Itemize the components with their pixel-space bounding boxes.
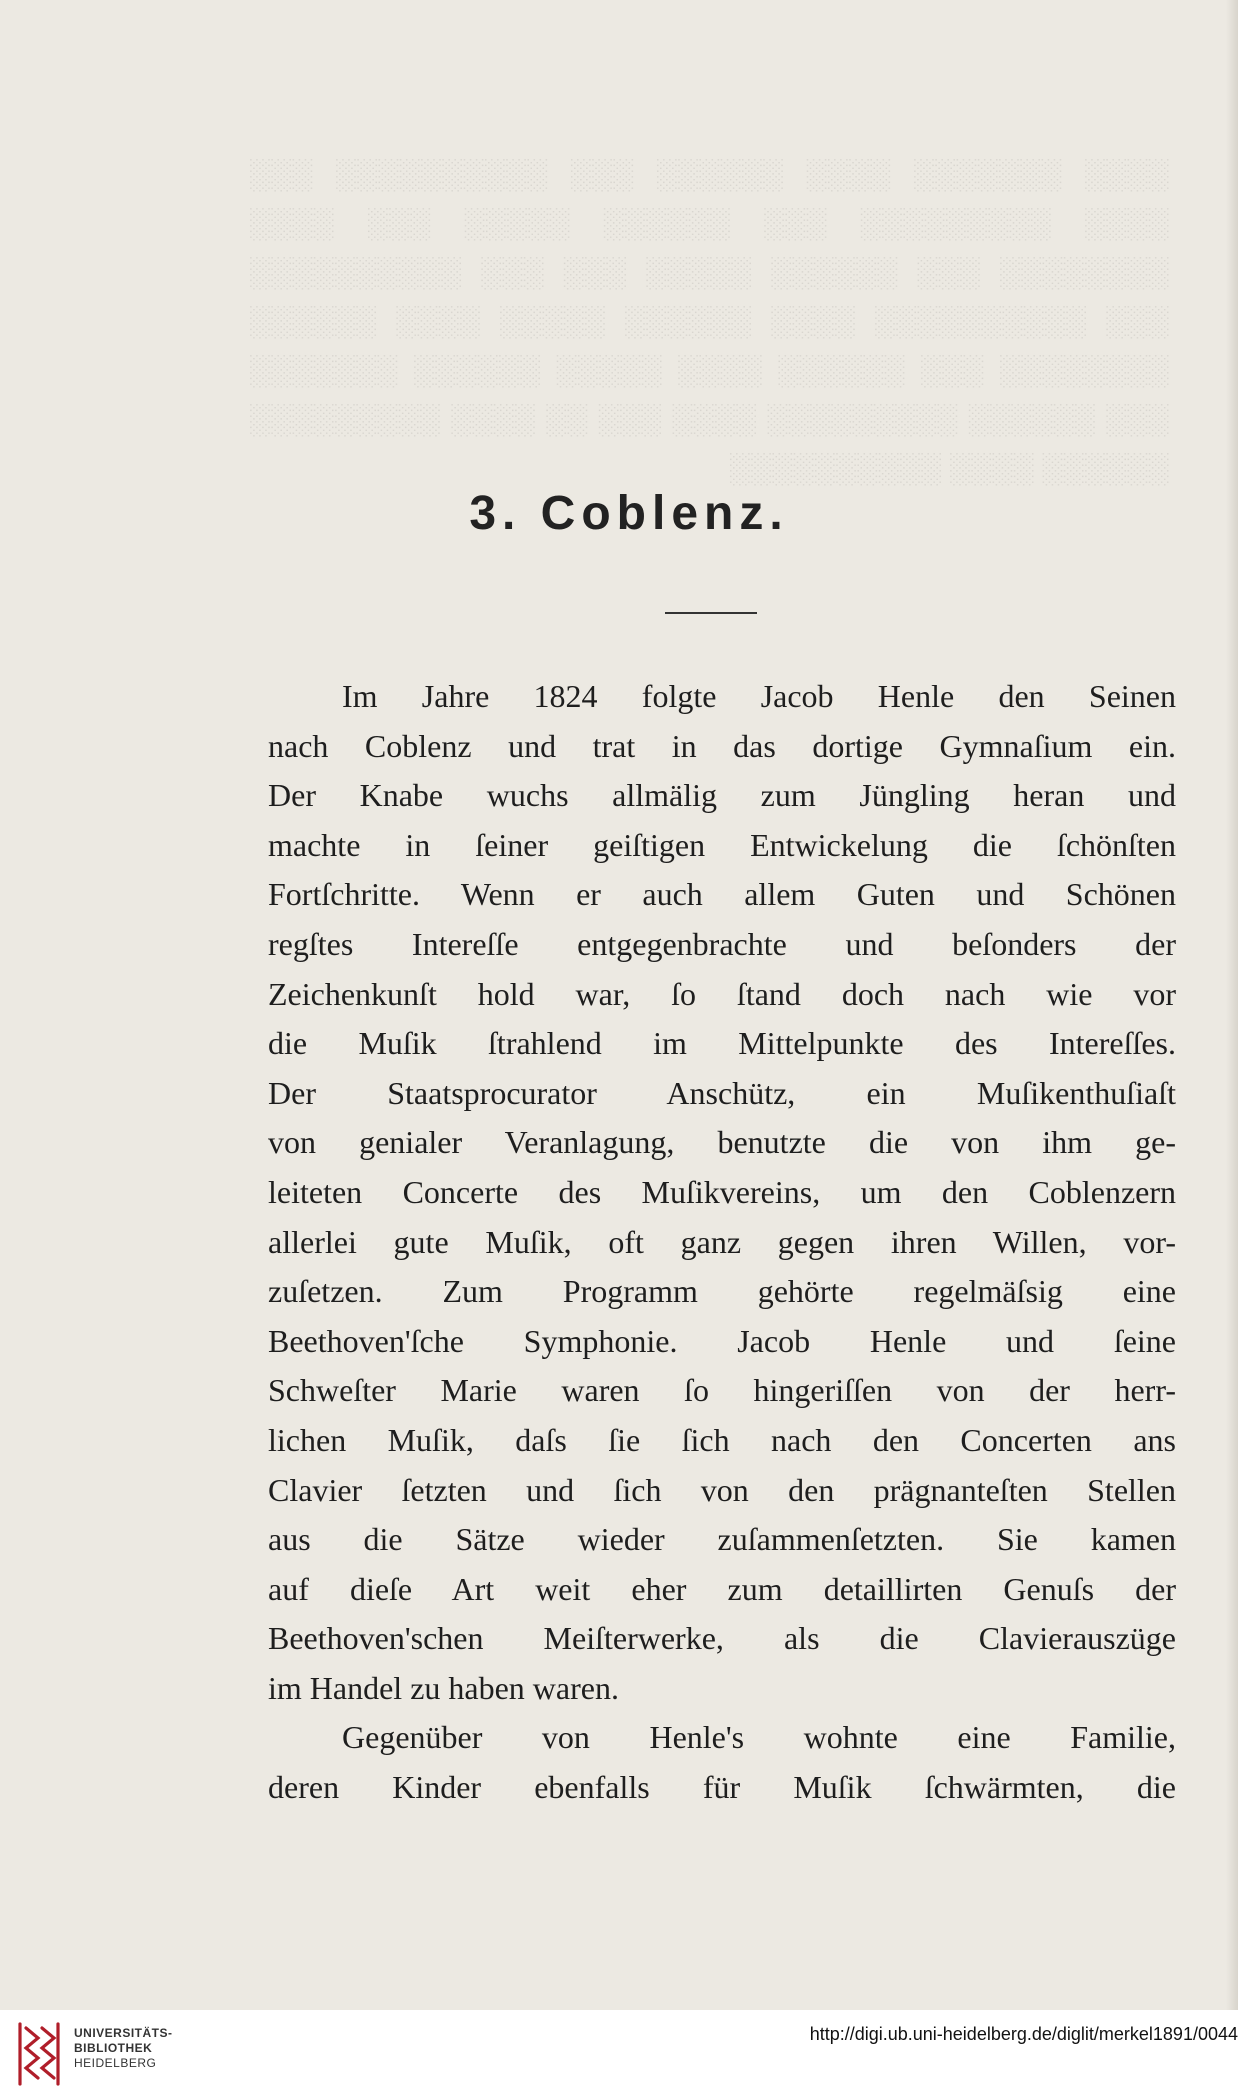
text-line: Der Knabe wuchs allmälig zum Jüngling heran und — [268, 777, 1176, 814]
body-text — [268, 672, 1176, 1813]
university-library-logo-icon — [12, 2018, 64, 2090]
text-line: Beethoven'ſche Symphonie. Jacob Henle und ſeine — [268, 1322, 1176, 1359]
chapter-title: 3. Coblenz. — [469, 487, 789, 540]
page-edge-shadow — [1226, 0, 1238, 2010]
text-line: Clavier ſetzten und ſich von den prägnanteſten Stellen — [268, 1471, 1176, 1508]
text-line: Fortſchritte. Wenn er auch allem Guten und Schönen — [268, 876, 1176, 913]
text-line: auf dieſe Art weit eher zum detaillirten Genuſs der — [268, 1570, 1176, 1607]
text-line: machte in ſeiner geiſtigen Entwickelung die ſchönſten — [268, 826, 1176, 863]
text-line: Schweſter Marie waren ſo hingeriſſen von der herr- — [268, 1372, 1176, 1409]
library-name — [74, 2026, 173, 2071]
library-name-line: BIBLIOTHEK — [74, 2041, 153, 2055]
library-name-line: HEIDELBERG — [74, 2056, 157, 2070]
text-line: leiteten Concerte des Muſikvereins, um den Coblenzern — [268, 1173, 1176, 1210]
text-line: regſtes Intereſſe entgegenbrachte und beſonders der — [268, 925, 1176, 962]
text-line: die Muſik ſtrahlend im Mittelpunkte des Intereſſes. — [268, 1025, 1176, 1062]
text-line: zuſetzen. Zum Programm gehörte regelmäſsig eine — [268, 1273, 1176, 1310]
text-line: Beethoven'schen Meiſterwerke, als die Clavierauszüge — [268, 1620, 1176, 1657]
text-line: allerlei gute Muſik, oft ganz gegen ihren Willen, vor- — [268, 1223, 1176, 1260]
text-line: Zeichenkunſt hold war, ſo ſtand doch nach wie vor — [268, 975, 1176, 1012]
show-through-bleed: ░░░░ ░░░░░░░ ░░░░ ░░░░░░ ░░░ ░░░░░░░░░░ ░░░ ░░░░ ░░░░░░░░░ ░░░ ░░░░░░ ░░░░░ ░░░ ░░░░ ░░░░░░░░ ░░░ ░░░░░░ ░░░░░ ░░░ ░░░ ░░░░░░░░░░ ░░░ ░░░░░░░░░░ ░░░░ ░░░░░░ ░░░░░ ░░░░ ░░░░░░ ░░░░░░░░ ░░░ ░░░░░░ ░░░░ ░░░░░ ░░░░░░ ░░░░░░░ ░░░ ░░░░░░ ░░░░░░░░░ ░░░░ ░░░ ░░ ░░░░ ░░░░░░░░░ ░░░░░░ ░░░░ ░░░░░░░░░░ — [250, 158, 1170, 485]
text-line: deren Kinder ebenfalls für Muſik ſchwärmten, die — [268, 1769, 1176, 1806]
page-edge — [1238, 0, 1258, 2010]
text-line: Im Jahre 1824 folgte Jacob Henle den Seinen — [342, 678, 1176, 714]
text-line: im Handel zu haben waren. — [268, 1669, 619, 1706]
text-line: nach Coblenz und trat in das dortige Gymnaſium ein. — [268, 727, 1176, 764]
title-rule — [665, 612, 757, 614]
text-line: von genialer Veranlagung, benutzte die von ihm ge- — [268, 1124, 1176, 1161]
text-line: lichen Muſik, daſs ſie ſich nach den Concerten ans — [268, 1421, 1176, 1458]
text-line: aus die Sätze wieder zuſammenſetzten. Sie kamen — [268, 1521, 1176, 1558]
library-name-line: UNIVERSITÄTS- — [74, 2026, 173, 2040]
text-line: Der Staatsprocurator Anschütz, ein Muſikenthuſiaſt — [268, 1074, 1176, 1111]
text-line: Gegenüber von Henle's wohnte eine Familie, — [342, 1719, 1176, 1756]
permalink-url[interactable]: http://digi.ub.uni-heidelberg.de/diglit/merkel1891/0044 — [809, 2024, 1238, 2044]
